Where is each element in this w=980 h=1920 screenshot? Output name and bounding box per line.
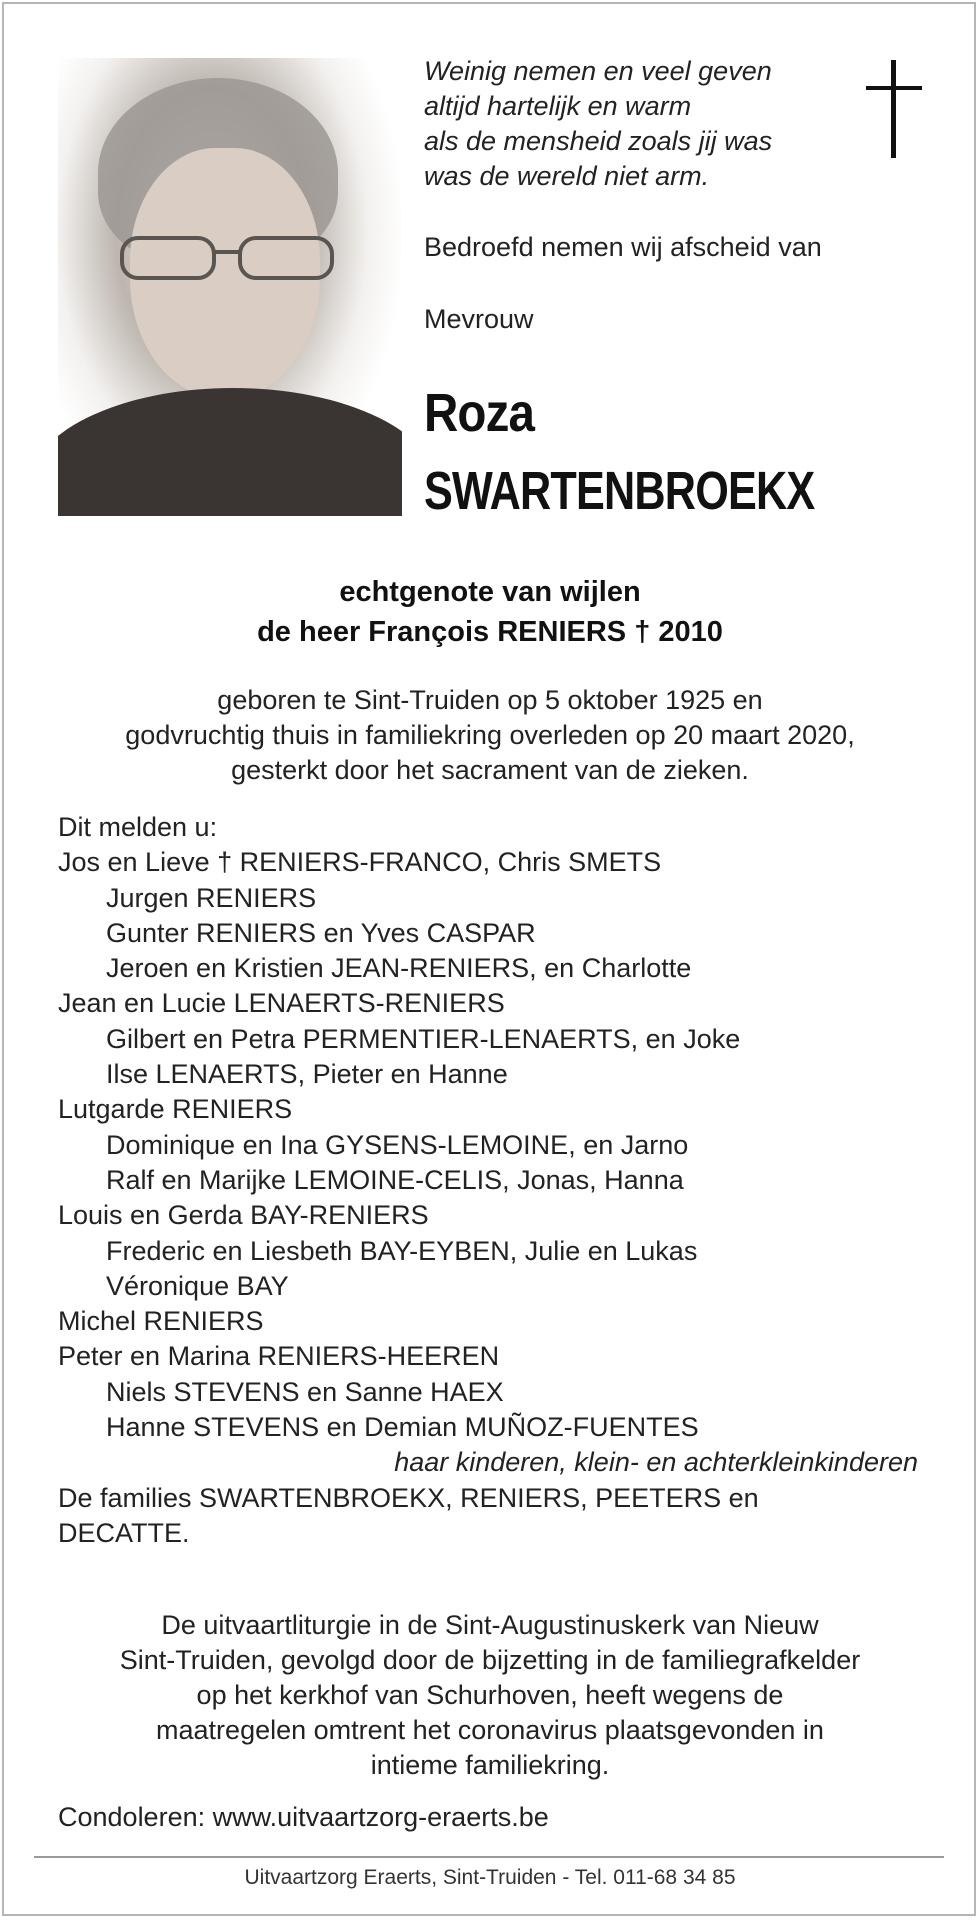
intro-text: Bedroefd nemen wij afscheid van (424, 232, 822, 262)
portrait-clothing (58, 388, 402, 516)
family-member: Lutgarde RENIERS (58, 1094, 293, 1125)
family-member: Jurgen RENIERS (106, 882, 317, 913)
family-member: Michel RENIERS (58, 1306, 264, 1337)
poem-line: altijd hartelijk en warm (424, 91, 692, 121)
funeral-service-notice (0, 1608, 980, 1783)
family-member: Ralf en Marijke LEMOINE-CELIS, Jonas, Hanna (106, 1164, 684, 1195)
footer-divider (34, 1856, 944, 1858)
service-line: Sint-Truiden, gevolgd door de bijzetting in de familiegrafkelder (119, 1645, 861, 1675)
details-line: godvruchtig thuis in familiekring overleden op 20 maart 2020, (125, 720, 855, 750)
service-line: op het kerkhof van Schurhoven, heeft wegens de (196, 1680, 784, 1710)
honorific: Mevrouw (424, 304, 534, 334)
family-member: Hanne STEVENS en Demian MUÑOZ-FUENTES (106, 1412, 699, 1443)
portrait-photo (58, 58, 402, 516)
family-member: Gunter RENIERS en Yves CASPAR (106, 917, 536, 948)
service-line: maatregelen omtrent het coronavirus plaatsgevonden in (156, 1715, 824, 1745)
portrait-glasses (116, 230, 338, 286)
poem-line: Weinig nemen en veel geven (424, 56, 772, 86)
details-line: gesterkt door het sacrament van de zieken. (231, 755, 749, 785)
details-line: geboren te Sint-Truiden op 5 oktober 1925 en (217, 685, 763, 715)
family-member: Gilbert en Petra PERMENTIER-LENAERTS, en Joke (106, 1023, 741, 1054)
family-member: Jeroen en Kristien JEAN-RENIERS, en Charlotte (106, 953, 692, 984)
spouse-line-1: echtgenote van wijlen (339, 576, 641, 608)
family-member: Jos en Lieve † RENIERS-FRANCO, Chris SMETS (58, 847, 662, 878)
family-member: Dominique en Ina GYSENS-LEMOINE, en Jarno (106, 1129, 689, 1160)
birth-death-details (0, 683, 980, 788)
family-list (58, 810, 918, 1551)
families-line: DECATTE. (58, 1517, 190, 1548)
poem-line: als de mensheid zoals jij was (424, 126, 773, 156)
spouse-line-2: de heer François RENIERS † 2010 (257, 616, 723, 648)
cross-icon (866, 60, 922, 158)
service-line: De uitvaartliturgie in de Sint-Augustinuskerk van Nieuw (161, 1610, 819, 1640)
poem (424, 54, 772, 194)
family-member: Ilse LENAERTS, Pieter en Hanne (106, 1059, 508, 1090)
deceased-first-name: Roza (424, 383, 535, 443)
family-member: Véronique BAY (106, 1270, 289, 1301)
family-member: Peter en Marina RENIERS-HEEREN (58, 1341, 500, 1372)
condolences-link[interactable]: Condoleren: www.uitvaartzorg-eraerts.be (58, 1802, 549, 1832)
family-heading: Dit melden u: (58, 812, 218, 842)
family-member: Niels STEVENS en Sanne HAEX (106, 1376, 504, 1407)
footer-contact: Uitvaartzorg Eraerts, Sint-Truiden - Tel. 011-68 34 85 (244, 1866, 736, 1889)
families-line: De families SWARTENBROEKX, RENIERS, PEETERS en (58, 1482, 759, 1513)
service-line: intieme familiekring. (370, 1750, 610, 1780)
deceased-last-name: SWARTENBROEKX (424, 461, 815, 521)
family-member: Jean en Lucie LENAERTS-RENIERS (58, 988, 505, 1019)
family-member: Louis en Gerda BAY-RENIERS (58, 1200, 429, 1231)
poem-line: was de wereld niet arm. (424, 161, 710, 191)
family-member: Frederic en Liesbeth BAY-EYBEN, Julie en Lukas (106, 1235, 698, 1266)
family-summary: haar kinderen, klein- en achterkleinkinderen (394, 1447, 918, 1478)
